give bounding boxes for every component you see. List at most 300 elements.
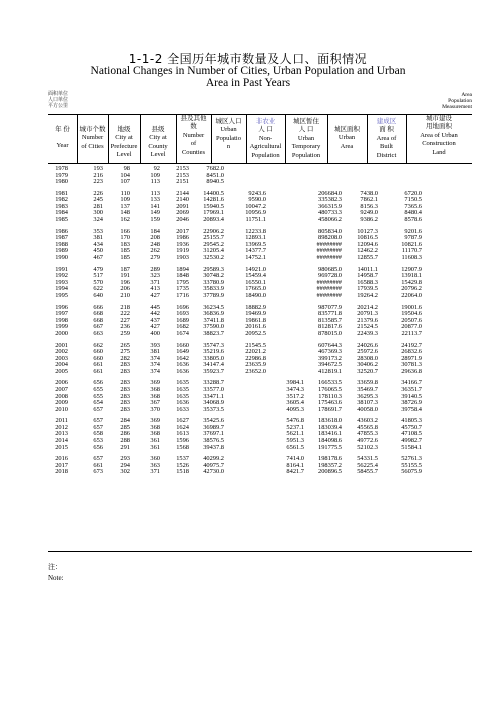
value-cell: 9590.0 <box>248 196 266 204</box>
value-cell: 29636.8 <box>401 367 422 375</box>
value-cell: 58455.7 <box>357 468 378 476</box>
header-county-en1: City at <box>149 134 167 142</box>
value-cell: 21545.5 <box>245 341 266 349</box>
row-group <box>48 267 472 300</box>
header-construction-land-en1: Area of Urban <box>420 131 458 139</box>
year-cell: 2001 <box>55 341 68 349</box>
header-urban-area-zh: 城区面积 <box>334 126 360 133</box>
value-cell: 20507.6 <box>401 316 422 324</box>
value-cell: 283 <box>120 405 130 413</box>
value-cell: 413 <box>150 285 160 293</box>
value-cell: 1682 <box>176 323 189 331</box>
value-cell: 9386.2 <box>360 216 378 224</box>
year-cell: 1982 <box>55 196 68 204</box>
year-cell: 2011 <box>55 417 68 425</box>
value-cell: 5476.8 <box>286 417 304 425</box>
value-cell: 33805.0 <box>203 354 224 362</box>
measurement-right-3: Measurement <box>442 104 472 110</box>
value-cell: 394672.5 <box>318 361 342 369</box>
value-cell: 25972.6 <box>357 348 378 356</box>
header-counties <box>176 115 211 157</box>
value-cell: 25155.7 <box>203 234 224 242</box>
year-cell: 1996 <box>55 303 68 311</box>
value-cell: 223 <box>93 178 103 186</box>
measurement-unit-left <box>48 92 68 110</box>
year-cell: 2002 <box>55 348 68 356</box>
year-cell: 1978 <box>55 165 68 172</box>
value-cell: 8480.4 <box>404 209 422 217</box>
value-cell: 149 <box>150 209 160 217</box>
row-group <box>48 229 472 262</box>
value-cell: 805834.0 <box>318 227 342 235</box>
table-bottom-rule <box>48 551 472 552</box>
value-cell: 262 <box>150 247 160 255</box>
year-cell: 1997 <box>55 310 68 318</box>
header-prefecture-en1: City at <box>115 134 133 142</box>
value-cell: 1894 <box>176 265 189 273</box>
value-cell: 656 <box>93 379 103 387</box>
year-cell: 2009 <box>55 399 68 407</box>
value-cell: 1936 <box>176 240 189 248</box>
value-cell: 427 <box>150 291 160 299</box>
value-cell: 517 <box>93 272 103 280</box>
header-bottom-rule <box>48 163 472 164</box>
value-cell: 20877.0 <box>401 323 422 331</box>
value-cell: 662 <box>93 341 103 349</box>
value-cell: 248 <box>150 240 160 248</box>
year-cell: 2006 <box>55 379 68 387</box>
value-cell: 22439.3 <box>357 329 378 337</box>
header-non-agri-en2: Agricultural <box>249 143 282 151</box>
value-cell: 29589.3 <box>203 265 224 273</box>
value-cell: 26832.6 <box>401 348 422 356</box>
value-cell: 12855.7 <box>357 253 378 261</box>
year-cell: 2018 <box>55 468 68 476</box>
value-cell: 13969.5 <box>245 240 266 248</box>
table-row <box>48 469 472 476</box>
value-cell: 293 <box>120 455 130 463</box>
year-cell: 1991 <box>55 265 68 273</box>
measurement-left-2: 人口单位 <box>48 98 69 103</box>
value-cell: 98 <box>123 165 130 172</box>
value-cell: 33577.0 <box>203 385 224 393</box>
value-cell: ######## <box>316 247 342 255</box>
header-year <box>48 126 77 151</box>
header-county <box>140 126 176 160</box>
value-cell: 371 <box>150 468 160 476</box>
value-cell: 324 <box>93 216 103 224</box>
value-cell: 35469.7 <box>357 385 378 393</box>
value-cell: 2153 <box>176 165 189 172</box>
value-cell: 3605.4 <box>286 399 304 407</box>
value-cell: 1624 <box>176 423 189 431</box>
value-cell: 412819.1 <box>318 367 342 375</box>
table-row <box>48 179 472 186</box>
value-cell: 1636 <box>176 367 189 375</box>
row-group <box>48 456 472 476</box>
value-cell: 10821.6 <box>401 240 422 248</box>
value-cell: 368 <box>150 430 160 438</box>
value-cell: 2144 <box>176 189 189 197</box>
header-urban-pop <box>211 118 246 152</box>
value-cell: 17939.5 <box>357 285 378 293</box>
value-cell: 283 <box>120 367 130 375</box>
table-title-en <box>60 65 436 89</box>
value-cell: 24192.7 <box>401 341 422 349</box>
value-cell: 1568 <box>176 443 189 451</box>
year-cell: 1998 <box>55 316 68 324</box>
header-prefecture-zh: 地级 <box>117 126 131 133</box>
year-cell: 2008 <box>55 392 68 400</box>
value-cell: 47108.5 <box>401 430 422 438</box>
value-cell: 284 <box>120 417 130 425</box>
value-cell: 367 <box>150 399 160 407</box>
value-cell: 20952.5 <box>245 329 266 337</box>
value-cell: 35219.6 <box>203 348 224 356</box>
value-cell: 399173.2 <box>318 354 342 362</box>
value-cell: 39758.4 <box>401 405 422 413</box>
value-cell: 38823.7 <box>203 329 224 337</box>
row-group <box>48 166 472 186</box>
value-cell: 2091 <box>176 202 189 210</box>
value-cell: 335382.3 <box>318 196 342 204</box>
value-cell: 8421.7 <box>286 468 304 476</box>
value-cell: 52761.3 <box>401 455 422 463</box>
value-cell: 20161.6 <box>245 323 266 331</box>
header-county-en3: Level <box>150 151 166 159</box>
value-cell: 8578.6 <box>404 216 422 224</box>
value-cell: 1848 <box>176 272 189 280</box>
value-cell: ######## <box>316 253 342 261</box>
value-cell: ######## <box>316 291 342 299</box>
value-cell: 137 <box>120 202 130 210</box>
year-cell: 1988 <box>55 240 68 248</box>
value-cell: 30781.3 <box>401 361 422 369</box>
value-cell: 20214.2 <box>357 303 378 311</box>
value-cell: 49982.7 <box>401 437 422 444</box>
table-title-zh: 1-1-2 全国历年城市数量及人口、面积情况 <box>128 52 368 66</box>
value-cell: 442 <box>150 310 160 318</box>
value-cell: 36295.3 <box>357 392 378 400</box>
value-cell: 5951.3 <box>286 437 304 444</box>
value-cell: 5621.1 <box>286 430 304 438</box>
table-row <box>48 407 472 414</box>
value-cell: 570 <box>93 278 103 286</box>
value-cell: 13918.1 <box>401 272 422 280</box>
value-cell: 12893.1 <box>245 234 266 242</box>
value-cell: 1903 <box>176 253 189 261</box>
value-cell: 1660 <box>176 341 189 349</box>
value-cell: 30406.2 <box>357 361 378 369</box>
value-cell: 206 <box>120 285 130 293</box>
table-title-en-line1: National Changes in Number of Cities, Urban Population and Urban <box>90 65 406 77</box>
value-cell: 38726.9 <box>401 399 422 407</box>
value-cell: 1795 <box>176 278 189 286</box>
year-cell: 1989 <box>55 247 68 255</box>
value-cell: ######## <box>316 240 342 248</box>
value-cell: 113 <box>150 178 160 186</box>
value-cell: 183 <box>120 240 130 248</box>
value-cell: 281 <box>93 202 103 210</box>
value-cell: 275 <box>120 348 130 356</box>
value-cell: 14921.0 <box>245 265 266 273</box>
year-cell: 2017 <box>55 461 68 469</box>
value-cell: 898208.0 <box>318 234 342 242</box>
value-cell: 660 <box>93 348 103 356</box>
value-cell: 183618.0 <box>318 417 342 425</box>
year-cell: 1999 <box>55 323 68 331</box>
header-built-area-en3: District <box>376 151 397 159</box>
row-group <box>48 343 472 376</box>
value-cell: 187 <box>120 265 130 273</box>
value-cell: 369 <box>150 379 160 387</box>
value-cell: 33780.9 <box>203 278 224 286</box>
value-cell: 210 <box>120 291 130 299</box>
value-cell: 1635 <box>176 392 189 400</box>
value-cell: 206684.0 <box>318 189 342 197</box>
header-county-zh: 县级 <box>151 126 165 133</box>
value-cell: 427 <box>150 323 160 331</box>
value-cell: 14011.1 <box>357 265 378 273</box>
value-cell: 1636 <box>176 399 189 407</box>
year-cell: 1983 <box>55 202 68 210</box>
value-cell: 92 <box>153 165 160 172</box>
value-cell: 52102.3 <box>357 443 378 451</box>
header-built-area-zh1: 建成区 <box>376 118 397 125</box>
value-cell: 11608.3 <box>401 253 422 261</box>
header-year-en: Year <box>56 142 69 150</box>
value-cell: 5237.1 <box>286 423 304 431</box>
value-cell: 2153 <box>176 171 189 179</box>
value-cell: 622 <box>93 285 103 293</box>
measurement-right-2: Population <box>448 98 472 104</box>
value-cell: 2046 <box>176 216 189 224</box>
value-cell: 7862.1 <box>360 196 378 204</box>
value-cell: 1642 <box>176 354 189 362</box>
value-cell: ######## <box>316 285 342 293</box>
value-cell: 11170.7 <box>401 247 422 255</box>
value-cell: 133 <box>150 196 160 204</box>
table-row <box>48 369 472 376</box>
value-cell: 363 <box>150 461 160 469</box>
value-cell: 113 <box>150 189 160 197</box>
value-cell: 184 <box>150 227 160 235</box>
value-cell: 660 <box>93 354 103 362</box>
value-cell: 1627 <box>176 417 189 425</box>
value-cell: 282 <box>120 354 130 362</box>
value-cell: 4095.3 <box>286 405 304 413</box>
value-cell: 283 <box>120 385 130 393</box>
value-cell: 49772.6 <box>357 437 378 444</box>
value-cell: 14752.1 <box>245 253 266 261</box>
value-cell: 6561.5 <box>286 443 304 451</box>
value-cell: 381 <box>93 234 103 242</box>
header-built-area-zh2: 面 积 <box>379 126 394 134</box>
value-cell: 400 <box>150 329 160 337</box>
value-cell: 245 <box>93 196 103 204</box>
year-cell: 1995 <box>55 291 68 299</box>
value-cell: 291 <box>120 443 130 451</box>
value-cell: 185 <box>120 253 130 261</box>
data-table-body <box>48 166 472 481</box>
value-cell: 12462.2 <box>357 247 378 255</box>
value-cell: 36351.7 <box>401 385 422 393</box>
value-cell: 1735 <box>176 285 189 293</box>
value-cell: 467369.3 <box>318 348 342 356</box>
header-num-cities <box>77 126 108 151</box>
value-cell: 3517.2 <box>286 392 304 400</box>
value-cell: 19469.9 <box>245 310 266 318</box>
value-cell: 969728.0 <box>318 272 342 280</box>
value-cell: 40975.7 <box>203 461 224 469</box>
value-cell: 22906.2 <box>203 227 224 235</box>
header-counties-en3: Counties <box>181 148 206 156</box>
value-cell: 279 <box>150 253 160 261</box>
value-cell: 29545.2 <box>203 240 224 248</box>
value-cell: 1649 <box>176 348 189 356</box>
row-group <box>48 305 472 338</box>
value-cell: 657 <box>93 423 103 431</box>
value-cell: 32520.7 <box>357 367 378 375</box>
value-cell: 434 <box>93 240 103 248</box>
value-cell: 259 <box>120 329 130 337</box>
value-cell: 1674 <box>176 329 189 337</box>
value-cell: 1635 <box>176 379 189 387</box>
value-cell: 23652.0 <box>245 367 266 375</box>
value-cell: 191775.5 <box>318 443 342 451</box>
value-cell: 467 <box>93 253 103 261</box>
value-cell: 661 <box>93 461 103 469</box>
value-cell: 657 <box>93 417 103 425</box>
value-cell: 227 <box>120 316 130 324</box>
value-cell: 10127.3 <box>357 227 378 235</box>
value-cell: 30748.2 <box>203 272 224 280</box>
value-cell: 20893.4 <box>203 216 224 224</box>
value-cell: 216 <box>93 171 103 179</box>
value-cell: 668 <box>93 316 103 324</box>
value-cell: 8940.5 <box>206 178 224 186</box>
value-cell: 479 <box>93 265 103 273</box>
value-cell: 656 <box>93 443 103 451</box>
value-cell: 673 <box>93 468 103 476</box>
value-cell: 9243.6 <box>248 189 266 197</box>
value-cell: 196 <box>120 278 130 286</box>
value-cell: 667 <box>93 323 103 331</box>
header-num-cities-zh: 城市个数 <box>79 126 106 133</box>
row-group <box>48 418 472 451</box>
value-cell: 661 <box>93 367 103 375</box>
value-cell: 980685.0 <box>318 265 342 273</box>
value-cell: 33288.7 <box>203 379 224 387</box>
value-cell: 218 <box>120 303 130 311</box>
value-cell: 16550.1 <box>245 278 266 286</box>
value-cell: ######## <box>316 278 342 286</box>
value-cell: 17665.0 <box>245 285 266 293</box>
value-cell: 285 <box>120 423 130 431</box>
value-cell: 198178.6 <box>318 455 342 463</box>
header-num-cities-en2: of Cities <box>81 142 104 150</box>
value-cell: 19504.6 <box>401 310 422 318</box>
value-cell: 283 <box>120 361 130 369</box>
value-cell: 107 <box>120 178 130 186</box>
value-cell: 56225.4 <box>357 461 378 469</box>
value-cell: 39140.5 <box>401 392 422 400</box>
value-cell: 640 <box>93 291 103 299</box>
note-label-en: Note: <box>48 574 64 582</box>
value-cell: 3474.3 <box>286 385 304 393</box>
value-cell: 1636 <box>176 361 189 369</box>
year-cell: 1979 <box>55 171 68 179</box>
value-cell: 445 <box>150 303 160 311</box>
year-cell: 2005 <box>55 367 68 375</box>
value-cell: 2017 <box>176 227 189 235</box>
value-cell: 183416.1 <box>318 430 342 438</box>
value-cell: 17969.1 <box>203 209 224 217</box>
header-construction-land-en3: Land <box>432 148 446 156</box>
value-cell: 34068.9 <box>203 399 224 407</box>
value-cell: 54331.5 <box>357 455 378 463</box>
value-cell: 654 <box>93 399 103 407</box>
value-cell: 33471.1 <box>203 392 224 400</box>
value-cell: 51584.1 <box>401 443 422 451</box>
value-cell: 10816.5 <box>357 234 378 242</box>
value-cell: 480733.3 <box>318 209 342 217</box>
value-cell: 19001.6 <box>401 303 422 311</box>
value-cell: 3984.1 <box>286 379 304 387</box>
value-cell: 35747.3 <box>203 341 224 349</box>
value-cell: 175463.6 <box>318 399 342 407</box>
header-construction-land-en2: Construction <box>422 140 456 148</box>
value-cell: 37789.9 <box>203 291 224 299</box>
year-cell: 1994 <box>55 285 68 293</box>
value-cell: 208 <box>150 234 160 242</box>
header-county-en2: County <box>148 142 168 150</box>
year-cell: 2012 <box>55 423 68 431</box>
value-cell: 141 <box>150 202 160 210</box>
value-cell: 374 <box>150 361 160 369</box>
header-temp-pop-en2: Temporary <box>291 143 321 151</box>
value-cell: 28971.9 <box>401 354 422 362</box>
value-cell: 2151 <box>176 178 189 186</box>
value-cell: 878015.0 <box>318 329 342 337</box>
value-cell: 110 <box>120 189 130 197</box>
value-cell: 15940.5 <box>203 202 224 210</box>
value-cell: 166533.5 <box>318 379 342 387</box>
value-cell: 289 <box>150 265 160 273</box>
value-cell: 12907.9 <box>401 265 422 273</box>
header-urban-pop-zh: 城区人口 <box>215 118 242 125</box>
value-cell: 166 <box>120 227 130 235</box>
value-cell: 381 <box>150 348 160 356</box>
value-cell: 812817.6 <box>318 323 342 331</box>
value-cell: 657 <box>93 405 103 413</box>
year-cell: 1987 <box>55 234 68 242</box>
year-cell: 1990 <box>55 253 68 261</box>
value-cell: 368 <box>150 385 160 393</box>
value-cell: 18490.0 <box>245 291 266 299</box>
value-cell: 1693 <box>176 310 189 318</box>
year-cell: 2010 <box>55 405 68 413</box>
value-cell: 104 <box>120 171 130 179</box>
header-non-agri-en3: Population <box>251 151 280 159</box>
value-cell: 178691.7 <box>318 405 342 413</box>
header-counties-en1: Number <box>182 131 205 139</box>
value-cell: 6720.0 <box>404 189 422 197</box>
value-cell: 366315.9 <box>318 202 342 210</box>
value-cell: 1526 <box>176 461 189 469</box>
table-title-en-line2: Area in Past Years <box>205 77 291 89</box>
header-temp-pop <box>285 118 327 160</box>
